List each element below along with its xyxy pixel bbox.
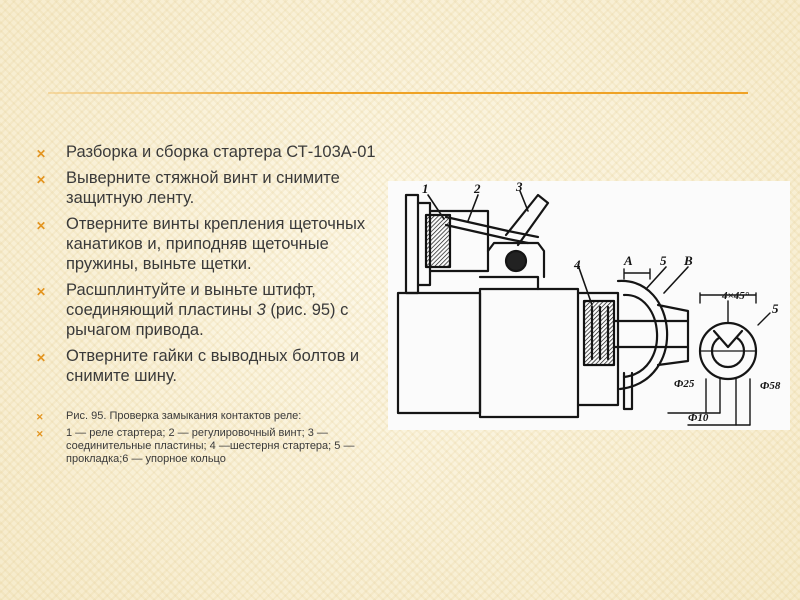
- figure-caption-title: Рис. 95. Проверка замыкания контактов реле:: [66, 410, 302, 422]
- shaft-stub: [624, 373, 632, 409]
- label-b: B: [684, 253, 693, 268]
- lever-plate: [506, 195, 548, 245]
- leader-2: [468, 195, 478, 221]
- housing-top: [480, 277, 538, 289]
- list-item: [36, 280, 386, 340]
- dimension-a: [624, 269, 650, 279]
- list-item: [36, 410, 386, 423]
- list-item: [36, 168, 386, 208]
- list-item: [36, 142, 386, 162]
- dim-chamfer-label: 4×45°: [722, 290, 750, 302]
- bullet-text: Отверните гайки с выводных болтов и снимите шину.: [66, 347, 360, 385]
- list-item: [36, 346, 386, 386]
- stop-ring-inner: [624, 295, 657, 377]
- label-a: A: [624, 253, 633, 268]
- list-spacer: [36, 392, 386, 410]
- leader-5: [646, 267, 666, 289]
- relay-winding: [426, 215, 450, 267]
- bullet-text: Расшплинтуйте и выньте штифт, соединяющий пластины 3 (рис. 95) с рычагом привода.: [66, 281, 349, 339]
- housing-left: [398, 293, 480, 413]
- dim-arrows: [668, 413, 750, 425]
- housing-main: [480, 289, 578, 417]
- starter-drawing-svg: [388, 181, 790, 430]
- end-cover: [406, 195, 418, 293]
- lever-pivot: [506, 251, 526, 271]
- header-divider: [48, 92, 748, 94]
- dim-10-label: Ф10: [688, 412, 709, 424]
- x-bullet-icon: ✕: [36, 285, 47, 299]
- label-4: 4: [574, 257, 581, 272]
- leader-b: [664, 267, 688, 293]
- leader-5-right: [758, 313, 770, 325]
- starter-drawing: [388, 181, 790, 430]
- list-item: [36, 214, 386, 274]
- bullet-heading: Разборка и сборка стартера СТ-103А-01: [66, 143, 376, 161]
- x-bullet-icon: ✕: [36, 173, 47, 187]
- dim-25-label: Ф25: [674, 378, 695, 390]
- label-5: 5: [660, 253, 667, 268]
- label-1: 1: [422, 181, 429, 196]
- x-bullet-icon: ✕: [36, 147, 47, 161]
- label-2: 2: [474, 181, 481, 196]
- label-3: 3: [516, 181, 523, 194]
- x-bullet-icon: ✕: [36, 412, 44, 422]
- dim-lines: [706, 379, 750, 425]
- list-item: [36, 427, 386, 466]
- bullet-text: Отверните винты крепления щеточных канатиков и, приподняв щеточные пружины, выньте щетки.: [66, 215, 366, 273]
- leader-3: [520, 191, 528, 211]
- label-5-right: 5: [772, 301, 779, 316]
- dim-58-label: Ф58: [760, 380, 781, 392]
- x-bullet-icon: ✕: [36, 219, 47, 233]
- shaft: [614, 321, 688, 347]
- stop-ring-outer: [618, 281, 667, 389]
- x-bullet-icon: ✕: [36, 351, 47, 365]
- x-bullet-icon: ✕: [36, 429, 44, 439]
- bullet-text: Выверните стяжной винт и снимите защитную ленту.: [66, 169, 340, 207]
- figure-caption-legend: 1 — реле стартера; 2 — регулировочный винт; 3 — соединительные пластины; 4 —шестерня стартера; 5 — прокладка;6 — упорное кольцо: [66, 427, 355, 465]
- bullet-list: [36, 142, 386, 470]
